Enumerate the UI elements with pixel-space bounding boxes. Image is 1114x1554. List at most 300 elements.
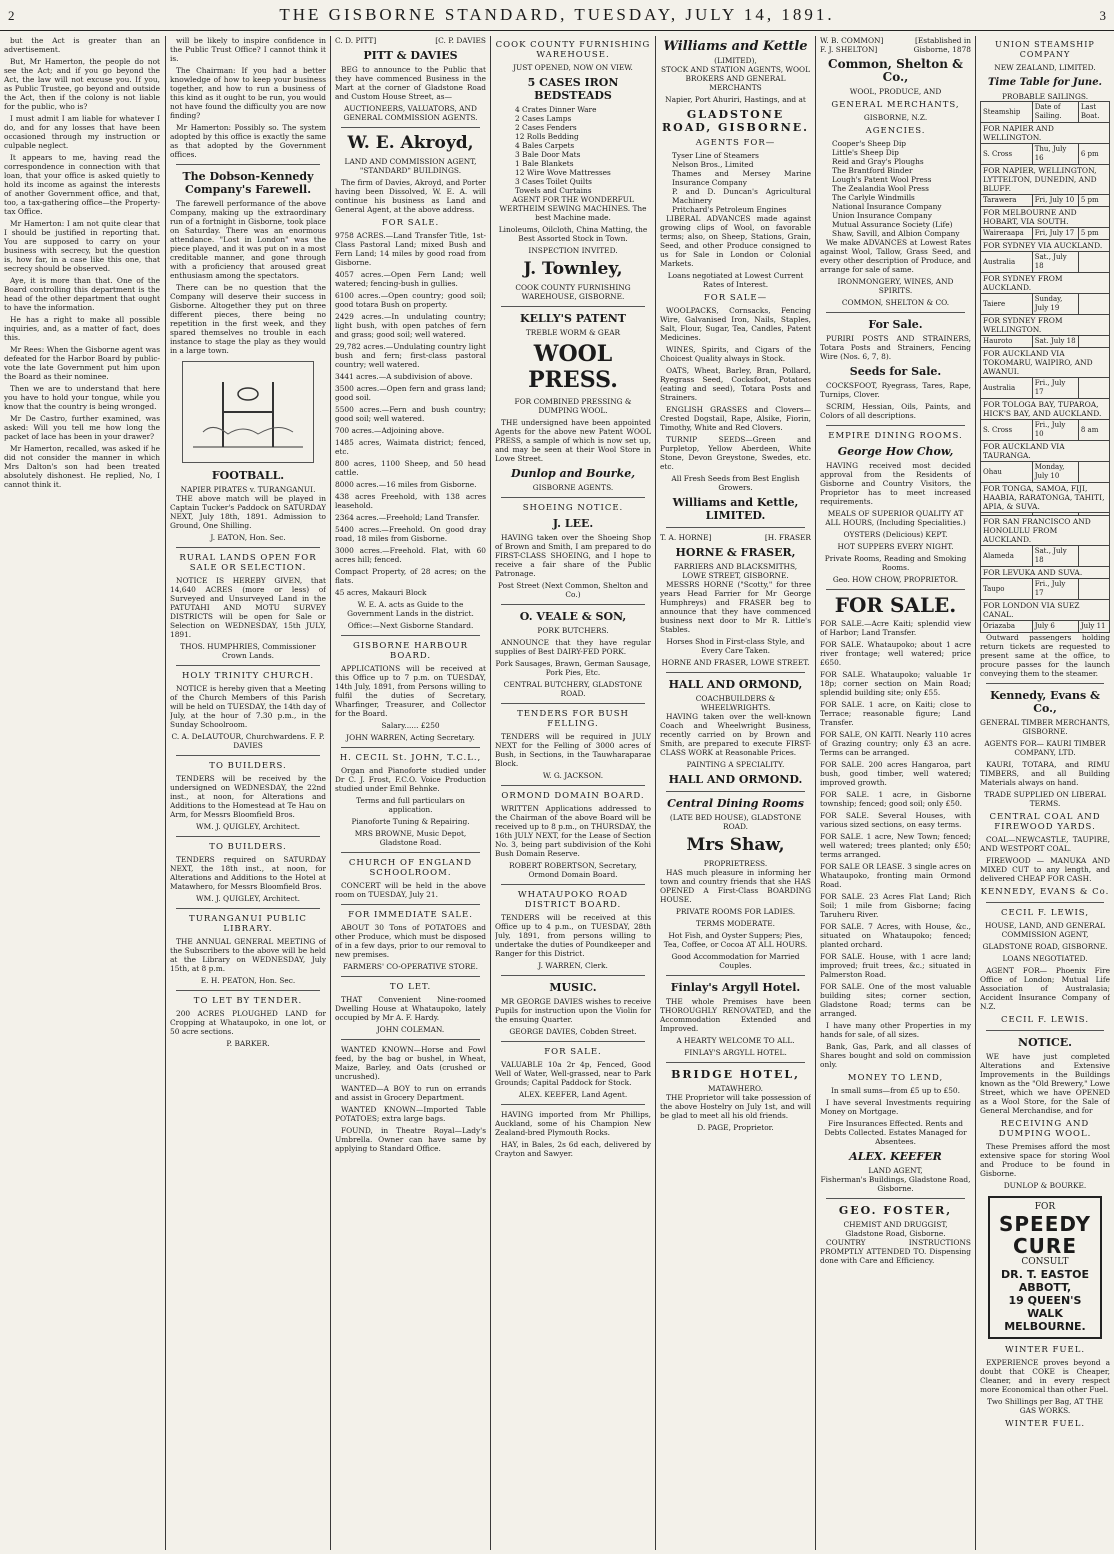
kennedy-subtitle: GENERAL TIMBER MERCHANTS, GISBORNE. xyxy=(980,718,1110,736)
fire-insurance: Fire Insurances Effected. Rents and Debts Collected. Estates Managed for Absentees. xyxy=(824,1119,967,1146)
scrim-ad: SCRIM, Hessian, Oils, Paints, and Colors of all descriptions. xyxy=(820,402,971,420)
winter-footer: WINTER FUEL. xyxy=(1004,1419,1086,1429)
sale-notice: VALUABLE 10a 2r 4p, Fenced, Good Well of Water, Well-grassed, near to Park Grounds; Capital Paddock for Stock. xyxy=(495,1060,651,1087)
article-paragraph: Mr De Castro, further examined, was asked: Will you tell me how long the packet of lace has been in your drawer? xyxy=(4,414,160,441)
separator xyxy=(501,1104,645,1105)
many-properties: I have many other Properties in my hands for sale, of all sizes. xyxy=(820,1021,971,1039)
shaw-meals: Hot Fish, and Oyster Suppers; Pies, Tea, Coffee, or Cocoa AT ALL HOURS. xyxy=(663,931,808,949)
agents-list xyxy=(660,151,811,214)
builders-notice: TENDERS required on SATURDAY NEXT, the 18th inst., at noon, for Alterations and Additions to the Hotel at Matawhero, for Messrs Bloomfield Bros. xyxy=(170,855,326,891)
hall-title: HALL AND ORMOND, xyxy=(668,678,803,691)
route-heading: FOR LEVUKA AND SUVA. xyxy=(981,567,1110,579)
land-listing: 4057 acres.—Open Fern Land; well watered; fencing-bush in gullies. xyxy=(335,270,486,288)
route-heading-row xyxy=(981,483,1110,513)
separator xyxy=(176,547,320,548)
speedy-address: 19 QUEEN'S WALK xyxy=(1008,1294,1082,1320)
signature: THOS. HUMPHRIES, Commissioner Crown Lands. xyxy=(180,642,316,660)
winter-text: EXPERIENCE proves beyond a doubt that COKE is Cheaper, Cleaner, and in every respect more Economical than other Fuel. xyxy=(980,1358,1110,1394)
article-paragraph: There can be no question that the Company will deserve their success in Gisborne. Altogether they put on three different pieces, there being no repetition in the first week, and they spared themselves no trouble in each instance to stage the play as they would in a large town. xyxy=(170,283,326,355)
phillips-notice: HAVING imported from Mr Phillips, Auckland, some of his Champion New Zealand-bred Plymouth Rocks. xyxy=(495,1110,651,1137)
cook-open: JUST OPENED, NOW ON VIEW. xyxy=(513,63,633,72)
sale-listing: FOR SALE. One of the most valuable building sites; corner section, Gladstone Road; terms can be arranged. xyxy=(820,982,971,1018)
ad-header-row xyxy=(820,36,971,54)
route-heading: FOR SYDNEY FROM AUCKLAND. xyxy=(981,273,1110,294)
sailings-table xyxy=(980,101,1110,633)
hall-text: HAVING taken over the well-known Coach and Wheelwright Business, recently carried on by Brown and Smith, are prepared to execute FIRST-CLASS WORK at Reasonable Prices. xyxy=(660,712,811,757)
separator xyxy=(986,683,1104,684)
list-item: Nelson Bros., Limited xyxy=(672,160,754,169)
column-4 xyxy=(495,36,651,1554)
page-number-left: 2 xyxy=(8,8,15,23)
list-item: 2 Cases Lamps xyxy=(515,114,572,123)
table-cell-date: Sat., July 18 xyxy=(1032,546,1078,567)
headline-to-builders: TO BUILDERS. xyxy=(209,761,287,771)
lewis-agent: AGENT FOR— Phoenix Fire Office of London; Mutual Life Association of Australasia; Accident Insurance Company of N.Z. xyxy=(980,966,1110,1011)
list-item: Shaw, Savill, and Albion Company xyxy=(832,229,960,238)
timetable-title: Time Table for June. xyxy=(987,77,1103,88)
townley-subtitle: COOK COUNTY FURNISHING WAREHOUSE, GISBORNE. xyxy=(515,283,631,301)
headline-concert: CHURCH OF ENGLAND SCHOOLROOM. xyxy=(348,858,473,878)
veale-central: CENTRAL BUTCHERY, GLADSTONE ROAD. xyxy=(503,680,643,698)
route-heading-row xyxy=(981,207,1110,228)
chow-meals: MEALS OF SUPERIOR QUALITY AT ALL HOURS, (Including Specialities.) xyxy=(825,509,966,527)
chow-text: HAVING received most decided approval from the Residents of Gisborne and Country Visitors, the Proprietor has to meet increased requirements. xyxy=(820,461,971,506)
bridge-subtitle: MATAWHERO. xyxy=(707,1084,764,1093)
speedy-city: MELBOURNE. xyxy=(1004,1320,1086,1333)
sale-listing: FOR SALE. Whataupoko; about 1 acre river frontage; well watered; price £650. xyxy=(820,640,971,667)
column-header: Steamship xyxy=(981,102,1033,123)
veale-text: ANNOUNCE that they have regular supplies of Best DAIRY-FED PORK. xyxy=(495,638,651,656)
speedy-doctor: DR. T. EASTOE ABBOTT, xyxy=(1001,1268,1089,1294)
list-item: 1 Bale Blankets xyxy=(515,159,574,168)
list-item: Cooper's Sheep Dip xyxy=(832,139,907,148)
sale-listing: FOR SALE. 23 Acres Flat Land; Rich Soil; 1 mile from Gisborne; facing Taruheru River. xyxy=(820,892,971,919)
column-6 xyxy=(820,36,971,1554)
separator xyxy=(341,1039,480,1040)
farmers-store: FARMERS' CO-OPERATIVE STORE. xyxy=(342,962,479,971)
stock-item: WOOLPACKS, Cornsacks, Fencing Wire, Galvanised Iron, Nails, Staples, Salt, Flour, Sugar, Tea, Candles, Patent Medicines. xyxy=(660,306,811,342)
column-5 xyxy=(660,36,811,1554)
separator xyxy=(666,1062,805,1063)
horne-footer: HORNE AND FRASER, LOWE STREET. xyxy=(661,658,810,667)
notice-text: WE have just completed Alterations and Extensive Improvements in the Buildings known as the "Old Brewery," Lowe Street, which we have OPENED as a Wool Store, for the Sale of General Merchandise, and for xyxy=(980,1052,1110,1115)
foster-title: GEO. FOSTER, xyxy=(838,1204,953,1217)
signature: C. A. DeLAUTOUR, Churchwardens. F. P. DAVIES xyxy=(171,732,325,750)
table-cell-ship: Hauroto xyxy=(981,336,1033,348)
table-cell-ship: Australia xyxy=(981,252,1033,273)
column-2 xyxy=(170,36,326,1554)
table-cell-last xyxy=(1078,378,1109,399)
list-item: Reid and Gray's Ploughs xyxy=(832,157,924,166)
route-heading: FOR SYDNEY FROM WELLINGTON. xyxy=(981,315,1110,336)
keefer-address: Fisherman's Buildings, Gladstone Road, Gisborne. xyxy=(820,1175,971,1193)
list-item: 2 Cases Fenders xyxy=(515,123,577,132)
common-merchants: GENERAL MERCHANTS, xyxy=(831,100,960,110)
list-item: The Brantford Binder xyxy=(832,166,913,175)
partner-names xyxy=(820,36,883,54)
stjohn-tuning: Pianoforte Tuning & Repairing. xyxy=(351,817,470,826)
kennedy-footer: KENNEDY, EVANS & Co. xyxy=(980,887,1110,897)
route-heading: FOR NAPIER, WELLINGTON, LYTTELTON, DUNEDIN, AND BLUFF. xyxy=(981,165,1110,195)
kelly-title: KELLY'S PATENT xyxy=(520,312,626,325)
land-listing: 2429 acres.—In undulating country; light bush, with open patches of fern and grass; good soil; well watered. xyxy=(335,312,486,339)
ironmongery: IRONMONGERY, WINES, AND SPIRITS. xyxy=(837,277,954,295)
headline-whataupoko: WHATAUPOKO ROAD DISTRICT BOARD. xyxy=(517,890,629,910)
column-7 xyxy=(980,36,1110,1554)
pitt-davies-title: PITT & DAVIES xyxy=(363,49,458,62)
list-item: 3 Cases Toilet Quilts xyxy=(515,177,592,186)
headline-holy-trinity: HOLY TRINITY CHURCH. xyxy=(181,671,315,681)
separator xyxy=(176,836,320,837)
masthead xyxy=(0,0,1114,31)
whataupoko-notice: TENDERS will be received at this Office up to 4 p.m., on TUESDAY, 28th July, 1891, from persons willing to undertake the duties of Poundkeeper and Ranger for this District. xyxy=(495,913,651,958)
table-cell-date: Fri., July 17 xyxy=(1032,579,1078,600)
speedy-consult: CONSULT xyxy=(1021,1257,1069,1267)
horne-subtitle: FARRIERS AND BLACKSMITHS, xyxy=(673,562,798,571)
signature: J. WARREN, Clerk. xyxy=(538,961,608,970)
table-cell-date: Fri., July 17 xyxy=(1032,378,1078,399)
route-heading: FOR MELBOURNE AND HOBART, VIA SOUTH. xyxy=(981,207,1110,228)
sale-listing: FOR SALE. 200 acres Hangaroa, part bush, good timber, well watered; improved growth. xyxy=(820,760,971,787)
article-paragraph: Mr Rees: When the Gisborne agent was defeated for the Harbor Board by public-vote the late Government put him upon the Board as their nominee. xyxy=(4,345,160,381)
common-city: GISBORNE, N.Z. xyxy=(863,113,928,122)
separator xyxy=(666,791,805,792)
separator xyxy=(341,747,480,748)
route-heading: FOR TONGA, SAMOA, FIJI, HAABIA, RARATONGA, TAHITI, APIA, & SUVA. xyxy=(981,483,1110,513)
liberal-terms: TRADE SUPPLIED ON LIBERAL TERMS. xyxy=(984,790,1106,808)
kennedy-agents: AGENTS FOR— KAURI TIMBER COMPANY, LTD. xyxy=(984,739,1106,757)
sale-listing: FOR SALE, ON KAITI. Nearly 110 acres of Grazing country; only £3 an acre. Terms can be arranged. xyxy=(820,730,971,757)
column-rule xyxy=(330,36,331,1550)
table-cell-date: Sunday, July 19 xyxy=(1032,294,1078,315)
dunlop-footer: DUNLOP & BOURKE. xyxy=(1003,1181,1087,1190)
separator xyxy=(176,908,320,909)
table-cell-ship: Waireraapa xyxy=(981,228,1033,240)
sale-listing: FOR SALE. 1 acre, in Gisborne township; fenced; good soil; only £50. xyxy=(820,790,971,808)
veale-title: O. VEALE & SON, xyxy=(519,610,627,623)
table-row xyxy=(981,336,1110,348)
stock-item: TURNIP SEEDS—Green and Purpletop, Yellow Aberdeen, White Stone, Devon Greystone, Swedes, etc. etc. xyxy=(660,435,811,471)
found-ad: FOUND, in Theatre Royal—Lady's Umbrella. Owner can have same by applying to Standard Office. xyxy=(335,1126,486,1153)
article-paragraph: but the Act is greater than an advertisement. xyxy=(4,36,160,54)
table-cell-date: July 6 xyxy=(1032,621,1078,633)
speedy-for: FOR xyxy=(1034,1202,1056,1212)
horne-title: HORNE & FRASER, xyxy=(675,546,796,559)
route-heading: FOR SAN FRANCISCO AND HONOLULU FROM AUCKLAND. xyxy=(981,516,1110,546)
route-heading-row xyxy=(981,165,1110,195)
article-paragraph: will be likely to inspire confidence in the Public Trust Office? I cannot think it is. xyxy=(170,36,326,63)
table-cell-ship: Australia xyxy=(981,378,1033,399)
page-number-right: 3 xyxy=(1099,8,1106,23)
shaw-subtitle: PROPRIETRESS. xyxy=(703,859,768,868)
table-cell-date: Sat. July 18 xyxy=(1032,336,1078,348)
list-item: 3 Bale Door Mats xyxy=(515,150,581,159)
separator xyxy=(501,306,645,307)
land-listing: 438 acres Freehold, with 138 acres leasehold. xyxy=(335,492,486,510)
williams-title: Williams and Kettle xyxy=(663,39,808,54)
lewis-loans: LOANS NEGOTIATED. xyxy=(1002,954,1088,963)
separator xyxy=(826,312,965,313)
route-heading-row xyxy=(981,567,1110,579)
list-item: 4 Crates Dinner Ware xyxy=(515,105,597,114)
central-subtitle: (LATE BED HOUSE), GLADSTONE ROAD. xyxy=(669,813,802,831)
chow-rooms: Private Rooms, Reading and Smoking Rooms. xyxy=(824,554,967,572)
sale-listing: FOR SALE. Several Houses, with various sized sections, on easy terms. xyxy=(820,811,971,829)
signature: P. BARKER. xyxy=(226,1039,270,1048)
shaw-footer: Good Accommodation for Married Couples. xyxy=(671,952,800,970)
headline-to-let: TO LET. xyxy=(389,982,432,992)
separator xyxy=(176,665,320,666)
route-heading-row xyxy=(981,348,1110,378)
route-heading-row xyxy=(981,399,1110,420)
money-sub: In small sums—from £5 up to £50. xyxy=(831,1086,960,1095)
signature: E. H. PEATON, Hon. Sec. xyxy=(200,976,296,985)
partner-name: F. J. SHELTON] xyxy=(820,45,878,54)
common-shelton-title: Common, Shelton & Co., xyxy=(828,57,963,84)
kelly-subtitle: TREBLE WORM & GEAR xyxy=(525,328,621,337)
list-item: 12 Wire Wove Mattresses xyxy=(515,168,611,177)
table-cell-date: Fri., July 10 xyxy=(1032,420,1078,441)
route-heading: FOR NAPIER AND WELLINGTON. xyxy=(981,123,1110,144)
dunlop-subtitle: GISBORNE AGENTS. xyxy=(532,483,614,492)
williams-roles: STOCK AND STATION AGENTS, WOOL BROKERS AND GENERAL MERCHANTS xyxy=(660,65,811,92)
separator xyxy=(666,527,805,528)
separator xyxy=(666,975,805,976)
ormond-notice: WRITTEN Applications addressed to the Chairman of the above Board will be received up to 8 p.m., on THURSDAY, the 16th JULY NEXT, for the Lease of Section No. 3, being part subdivision of the Kohi Bush Domain Reserve. xyxy=(495,804,651,858)
shaw-rooms: PRIVATE ROOMS FOR LADIES. xyxy=(675,907,796,916)
table-row xyxy=(981,294,1110,315)
stock-item: OATS, Wheat, Barley, Bran, Pollard, Ryegrass Seed, Cocksfoot, Potatoes (eating and seed), Totara Posts and Strainers. xyxy=(660,366,811,402)
bridge-title: BRIDGE HOTEL, xyxy=(671,1068,800,1081)
kelly-for: FOR COMBINED PRESSING & DUMPING WOOL. xyxy=(514,397,632,415)
lewis-title: CECIL F. LEWIS, xyxy=(1000,908,1090,918)
central-title: Central Dining Rooms xyxy=(667,797,804,810)
akroyd-footer: W. E. A. acts as Guide to the Government Lands in the district. xyxy=(347,600,474,618)
headline-to-let: TO LET BY TENDER. xyxy=(193,996,303,1006)
money-to-lend: MONEY TO LEND, xyxy=(847,1073,944,1083)
rural-notice: NOTICE IS HEREBY GIVEN, that 14,640 ACRES (more or less) of Surveyed and Unsurveyed Land in the PATUTAHI AND MOTU SURVEY DISTRICTS will be open for Sale or Selection on WEDNESDAY, 15th JULY, 1891. xyxy=(170,576,326,639)
table-row xyxy=(981,462,1110,483)
headline-ormond-domain: ORMOND DOMAIN BOARD. xyxy=(501,791,645,801)
land-listing: 800 acres, 1100 Sheep, and 50 head cattle. xyxy=(335,459,486,477)
puriri-ad: PURIRI POSTS AND STRAINERS, Totara Posts and Strainers, Fencing Wire (Nos. 6, 7, 8). xyxy=(820,334,971,361)
list-item: 4 Bales Carpets xyxy=(515,141,575,150)
route-heading-row xyxy=(981,315,1110,336)
land-listing: 5500 acres.—Fern and bush country; good soil; well watered. xyxy=(335,405,486,423)
bridge-text: THE Proprietor will take possession of the above Hostelry on July 1st, and will be glad to meet all his old friends. xyxy=(660,1093,811,1120)
table-row xyxy=(981,546,1110,567)
separator xyxy=(986,902,1104,903)
football-fixture: NAPIER PIRATES v. TURANGANUI. xyxy=(180,485,316,494)
article-paragraph: But, Mr Hamerton, the people do not see the Act; and if you go beyond the Act, the law will not excuse you. If you, as Public Trustee, go beyond and outside the Act, then if the colony is not liable for the public, who is? xyxy=(4,57,160,111)
jlee-text: HAVING taken over the Shoeing Shop of Brown and Smith, I am prepared to do FIRST-CLASS SHOEING, and I hope to receive a fair share of the Public Patronage. xyxy=(495,533,651,578)
let-notice: 200 ACRES PLOUGHED LAND for Cropping at Whataupoko, in one lot, or 50 acre sections. xyxy=(170,1009,326,1036)
football-notice: THE above match will be played in Captain Tucker's Paddock on SATURDAY NEXT, July 18th, 1891. Admission to Ground, One Shilling. xyxy=(170,494,326,530)
kennedy-title: Kennedy, Evans & Co., xyxy=(990,689,1100,715)
dunlop-title: Dunlop and Bourke, xyxy=(510,467,636,480)
article-paragraph: Aye, it is more than that. One of the Board controlling this department is the head of the other department that ought to have the information. xyxy=(4,276,160,312)
harbour-notice: APPLICATIONS will be received at this Office up to 7 p.m. on TUESDAY, 14th July, 1891, from Persons willing to fulfil the duties of Secretary, Wharfinger, Treasurer, and Collector for the Board. xyxy=(335,664,486,718)
hall-subtitle: COACHBUILDERS & WHEELWRIGHTS. xyxy=(695,694,776,712)
separator xyxy=(826,589,965,590)
investments: I have several Investments requiring Money on Mortgage. xyxy=(820,1098,971,1116)
seeds-heading: Seeds for Sale. xyxy=(849,365,942,378)
big-for-sale: FOR SALE. xyxy=(834,593,957,617)
separator xyxy=(826,1198,965,1199)
football-engraving xyxy=(182,361,314,463)
route-heading: FOR LONDON VIA SUEZ CANAL. xyxy=(981,600,1110,621)
ad-header-row xyxy=(335,36,486,45)
football-illustration xyxy=(183,362,313,462)
article-paragraph: The Chairman: If you had a better knowledge of how to keep your business together, and how to run a business of this kind as it ought to be run, you would not have found the difficulty you are now finding? xyxy=(170,66,326,120)
table-cell-last xyxy=(1078,294,1109,315)
list-item: Mutual Assurance Society (Life) xyxy=(832,220,953,229)
akroyd-text: The firm of Davies, Akroyd, and Porter having been Dissolved, W. E. A. will continue his business as Land and General Agent, at the above address. xyxy=(335,178,486,214)
table-cell-last xyxy=(1078,252,1109,273)
sale-listing: FOR SALE OR LEASE. 3 single acres on Whataupoko, fronting main Ormond Road. xyxy=(820,862,971,889)
notice-heading: NOTICE. xyxy=(1018,1036,1072,1049)
table-cell-ship: Alameda xyxy=(981,546,1033,567)
builders-notice: TENDERS will be received by the undersigned on WEDNESDAY, the 22nd inst., at noon, for Alterations and Additions to the Homestead at Te Hau on Arm, for Messrs Bloomfield Bros. xyxy=(170,774,326,819)
horne-address: LOWE STREET, GISBORNE. xyxy=(682,571,789,580)
signature: JOHN COLEMAN. xyxy=(376,1025,445,1034)
williams-subtitle: (LIMITED), xyxy=(714,56,757,65)
signature: MRS BROWNE, Music Depot, Gladstone Road. xyxy=(354,829,467,847)
table-row xyxy=(981,252,1110,273)
table-cell-last xyxy=(1078,546,1109,567)
church-notice: NOTICE is hereby given that a Meeting of the Church Members of this Parish will be held on TUESDAY, the 14th day of July, at the hour of 7.30 p.m., in the Sunday Schoolroom. xyxy=(170,684,326,729)
gladstone-road: GLADSTONE ROAD, GISBORNE. xyxy=(661,108,810,134)
wanted-ad: WANTED KNOWN—Imported Table POTATOES; extra large bags. xyxy=(335,1105,486,1123)
hay-notice: HAY, in Bales, 2s 6d each, delivered by Crayton and Sawyer. xyxy=(495,1140,651,1158)
partner-name: [H. FRASER xyxy=(764,533,811,542)
article-paragraph: He has a right to make all possible inquiries, and, as a matter of fact, does this. xyxy=(4,315,160,342)
signature: ALEX. KEEFER, Land Agent. xyxy=(518,1090,628,1099)
union-title: UNION STEAMSHIP COMPANY xyxy=(995,40,1095,59)
outward-note: Outward passengers holding return tickets are requested to present same at the office, to procure passes for the launch conveying them to the steamer. xyxy=(980,633,1110,678)
separator xyxy=(341,904,480,905)
coal-ad: COAL—NEWCASTLE, TAUPIRE, AND WESTPORT COAL. xyxy=(980,835,1110,853)
list-item: Union Insurance Company xyxy=(832,211,932,220)
wanted-ad: WANTED KNOWN—Horse and Fowl feed, by the bag or bushel, in Wheat, Maize, Barley, and Oats (crushed or uncrushed). xyxy=(335,1045,486,1081)
table-cell-last: 5 pm xyxy=(1078,228,1109,240)
lewis-footer: CECIL F. LEWIS. xyxy=(1000,1015,1090,1025)
list-item: 12 Rolls Bedding xyxy=(515,132,579,141)
headline-dobson-kennedy: The Dobson-Kennedy Company's Farewell. xyxy=(182,170,314,196)
townley-title: J. Townley, xyxy=(523,259,623,279)
route-heading-row xyxy=(981,441,1110,462)
table-row xyxy=(981,579,1110,600)
cook-item-list xyxy=(495,105,651,195)
jlee-title: J. LEE. xyxy=(552,517,594,530)
winter-price: Two Shillings per Bag, AT THE GAS WORKS. xyxy=(987,1397,1103,1415)
list-item: The Carlyle Windmills xyxy=(832,193,915,202)
article-paragraph: Then we are to understand that here you have to hold your tongue, while you know that the country is being wronged. xyxy=(4,384,160,411)
jlee-address: Post Street (Next Common, Shelton and Co.) xyxy=(497,581,649,599)
separator xyxy=(341,852,480,853)
pitt-davies-text: BEG to announce to the Public that they have commenced Business in the Mart at the corner of Gladstone Road and Custom House Street, as— xyxy=(335,65,486,101)
table-cell-ship: Tarawera xyxy=(981,195,1033,207)
column-rule xyxy=(490,36,491,1550)
wanted-ad: WANTED—A BOY to run on errands and assist in Grocery Department. xyxy=(335,1084,486,1102)
list-item: Thames and Mersey Marine Insurance Company xyxy=(672,169,811,187)
headline-immediate-sale: FOR IMMEDIATE SALE. xyxy=(348,910,473,920)
headline-music: MUSIC. xyxy=(549,981,597,994)
signature: W. G. JACKSON. xyxy=(542,771,604,780)
land-listing: 5400 acres.—Freehold. On good dray road, 18 miles from Gisborne. xyxy=(335,525,486,543)
seeds-note: All Fresh Seeds from Best English Growers. xyxy=(671,474,800,492)
separator xyxy=(986,1030,1104,1031)
stock-item: WINES, Spirits, and Cigars of the Choicest Quality always in Stock. xyxy=(660,345,811,363)
csc-footer: COMMON, SHELTON & CO. xyxy=(841,298,950,307)
signature: J. EATON, Hon. Sec. xyxy=(210,533,286,542)
dumping-text: These Premises afford the most extensive space for storing Wool and Produce to be found in Gisborne. xyxy=(980,1142,1110,1178)
firewood-ad: FIREWOOD — MANUKA AND MIXED CUT to any length, and delivered CHEAP FOR CASH. xyxy=(980,856,1110,883)
list-item: Towels and Curtains xyxy=(515,186,592,195)
lewis-address: GLADSTONE ROAD, GISBORNE. xyxy=(982,942,1108,951)
table-cell-ship: Taiere xyxy=(981,294,1033,315)
table-cell-date: Thu, July 16 xyxy=(1032,144,1078,165)
table-cell-last xyxy=(1078,579,1109,600)
chow-oysters: OYSTERS (Delicious) KEPT. xyxy=(843,530,948,539)
shaw-terms: TERMS MODERATE. xyxy=(696,919,775,928)
table-row xyxy=(981,144,1110,165)
separator xyxy=(501,703,645,704)
veale-items: Pork Sausages, Brawn, German Sausage, Pork Pies, Etc. xyxy=(495,659,651,677)
bank-shares: Bank, Gas, Park, and all classes of Shares bought and sold on commission only. xyxy=(820,1042,971,1069)
music-notice: MR GEORGE DAVIES wishes to receive Pupils for instruction upon the Violin for the ensuing Quarter. xyxy=(495,997,651,1024)
winter-fuel-heading: WINTER FUEL. xyxy=(1004,1345,1086,1355)
partner-name: C. D. PITT] xyxy=(335,36,377,45)
separator xyxy=(176,990,320,991)
table-row xyxy=(981,195,1110,207)
signature: JOHN WARREN, Acting Secretary. xyxy=(346,733,475,742)
list-item: Lough's Patent Wool Press xyxy=(832,175,932,184)
route-heading-row xyxy=(981,123,1110,144)
union-subtitle: NEW ZEALAND, LIMITED. xyxy=(994,63,1096,72)
for-sale-heading: For Sale. xyxy=(868,318,923,331)
agents-heading: AGENTS FOR— xyxy=(695,138,776,148)
wool-press-title: WOOL PRESS. xyxy=(528,341,618,393)
separator xyxy=(176,164,320,165)
signature: WM. J. QUIGLEY, Architect. xyxy=(196,822,300,831)
land-listing: 3500 acres.—Open fern and grass land; good soil. xyxy=(335,384,486,402)
hall-footer: HALL AND ORMOND. xyxy=(668,773,803,786)
table-cell-date: Fri, July 17 xyxy=(1032,228,1078,240)
cook-cases: 5 CASES IRON BEDSTEADS xyxy=(527,76,619,102)
article-paragraph: Mr Hamerton, recalled, was asked if he did not consider the manner in which Mrs Dalton's son had been treated absolutely dishonest. He replied, No, I cannot think it. xyxy=(4,444,160,489)
land-listing: 6100 acres.—Open country; good soil; good totara Bush on property. xyxy=(335,291,486,309)
cocksfoot-ad: COCKSFOOT, Ryegrass, Tares, Rape, Turnips, Clover. xyxy=(820,381,971,399)
finlay-welcome: A HEARTY WELCOME TO ALL. xyxy=(676,1036,795,1045)
cook-county-heading: COOK COUNTY FURNISHING WAREHOUSE. xyxy=(495,40,651,60)
coal-yards-title: CENTRAL COAL AND FIREWOOD YARDS. xyxy=(989,812,1101,832)
table-cell-last: 6 pm xyxy=(1078,144,1109,165)
sailings-body xyxy=(981,123,1110,633)
signature: ROBERT ROBERTSON, Secretary, Ormond Domain Board. xyxy=(509,861,637,879)
route-heading-row xyxy=(981,516,1110,546)
partner-name: W. B. COMMON] xyxy=(820,36,884,45)
land-listing: 45 acres, Makauri Block xyxy=(335,588,427,597)
column-rule xyxy=(815,36,816,1550)
sale-listing: FOR SALE. Whataupoko; valuable 1r 18p; corner section on Main Road; splendid building site; only £55. xyxy=(820,670,971,697)
stjohn-text: Organ and Pianoforte studied under Dr C. J. Frost, F.C.O. Voice Production studied under Emil Behnke. xyxy=(335,766,486,793)
separator xyxy=(341,976,480,977)
shaw-text: HAS much pleasure in informing her town and country friends that she HAS OPENED A First-Class BOARDING HOUSE. xyxy=(660,868,811,904)
sale-listing: FOR SALE. 7 Acres, with House, &c., situated on Whataupoko; fenced; planted orchard. xyxy=(820,922,971,949)
land-listing: 2364 acres.—Freehold; Land Transfer. xyxy=(335,513,480,522)
list-item: Pritchard's Petroleum Engines xyxy=(672,205,787,214)
